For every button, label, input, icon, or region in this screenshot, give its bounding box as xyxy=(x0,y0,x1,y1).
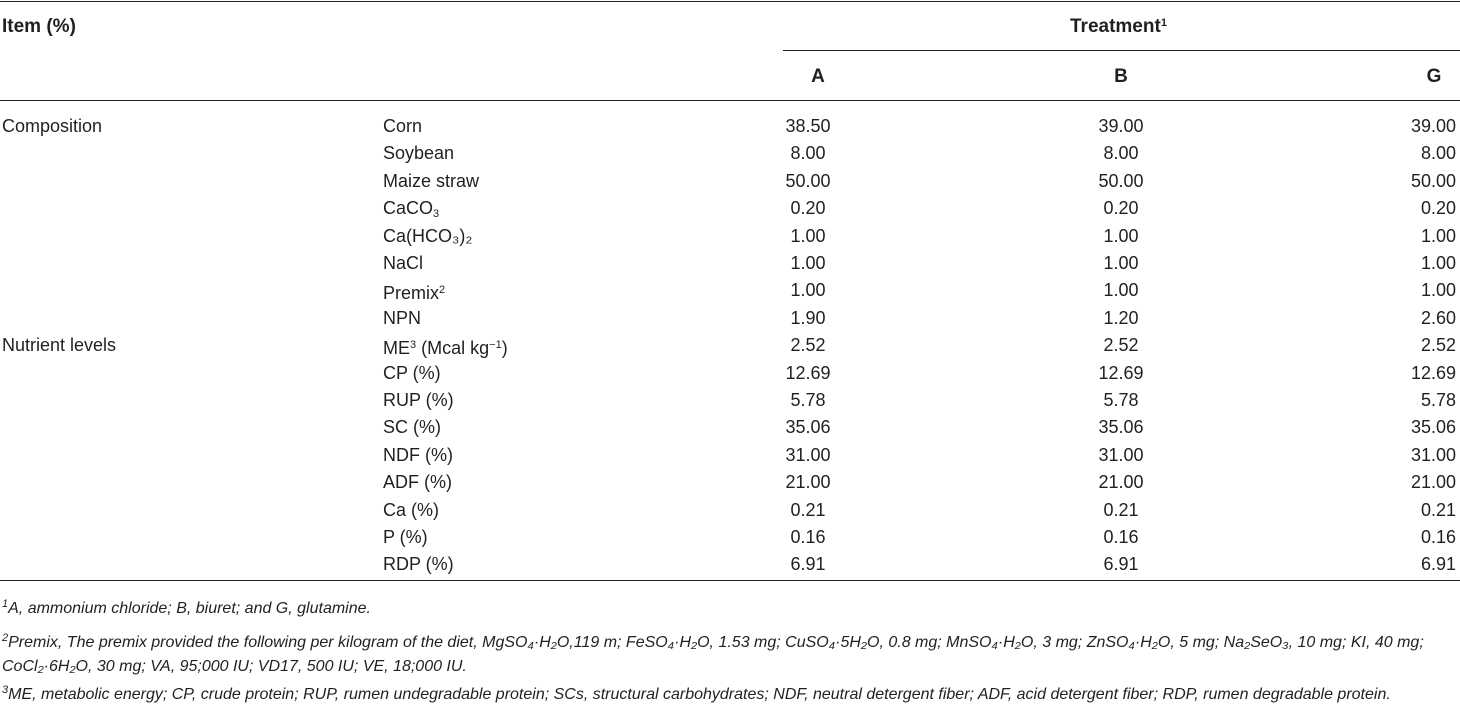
row-value-a: 12.69 xyxy=(785,362,831,383)
row-value-b: 2.52 xyxy=(1103,335,1139,356)
item-header: Item (%) xyxy=(2,16,76,37)
row-value-a: 5.78 xyxy=(790,390,826,410)
row-value-g: 21.00 xyxy=(1410,472,1456,493)
row-value-g: 5.78 xyxy=(1420,390,1456,410)
row-value-g: 6.91 xyxy=(1420,554,1456,575)
row-value-b: 21.00 xyxy=(1098,472,1144,493)
row-value-b: 6.91 xyxy=(1103,554,1139,575)
group-label: Composition xyxy=(2,116,103,136)
row-value-b: 39.00 xyxy=(1098,116,1144,136)
row-value-b: 0.20 xyxy=(1103,198,1139,219)
row-item-label: Maize straw xyxy=(383,170,480,191)
row-item-label: Soybean xyxy=(383,143,455,164)
row-item-label: Corn xyxy=(383,116,423,136)
row-value-b: 31.00 xyxy=(1098,444,1144,465)
row-value-g: 0.21 xyxy=(1420,499,1456,520)
row-value-a: 21.00 xyxy=(785,472,831,493)
row-item-label: NDF (%) xyxy=(383,444,453,465)
group-label: Nutrient levels xyxy=(2,335,117,356)
row-item-label: RUP (%) xyxy=(383,390,454,410)
row-value-b: 1.00 xyxy=(1103,225,1139,246)
row-value-g: 12.69 xyxy=(1410,362,1456,383)
bottom-rule xyxy=(0,580,1460,581)
row-value-b: 12.69 xyxy=(1098,362,1144,383)
row-item-label: NPN xyxy=(383,307,422,328)
row-value-a: 6.91 xyxy=(790,554,826,575)
row-item-label: Premix$^2$ xyxy=(383,283,446,304)
row-value-a: 1.00 xyxy=(790,253,826,273)
row-value-g: 1.00 xyxy=(1420,225,1456,246)
footnote-3: $^3$ME, metabolic energy; CP, crude protein; RUP, rumen undegradable protein; SCs, structural carbohydrates; NDF, neutral detergent fiber; ADF, acid detergent fiber; RDP, rumen degradable protein. xyxy=(2,684,1391,703)
row-value-b: 5.78 xyxy=(1103,390,1139,410)
header-rule xyxy=(0,100,1460,101)
row-value-g: 2.52 xyxy=(1420,335,1456,356)
treatment-rule xyxy=(783,50,1460,51)
row-value-a: 31.00 xyxy=(785,444,831,465)
row-value-g: 50.00 xyxy=(1410,170,1456,191)
col-header-g: G xyxy=(1426,66,1442,87)
row-item-label: $ME^3$ (Mcal $kg^{-1}$) xyxy=(383,338,508,359)
row-value-g: 8.00 xyxy=(1420,143,1456,164)
row-value-a: 0.20 xyxy=(790,198,826,219)
row-value-b: 0.16 xyxy=(1103,527,1139,547)
treatment-header: Treatment$^1$ xyxy=(1070,16,1167,37)
row-value-g: 2.60 xyxy=(1420,307,1456,328)
footnote-1: $^1$A, ammonium chloride; B, biuret; and G, glutamine. xyxy=(2,598,371,617)
row-value-b: 50.00 xyxy=(1098,170,1144,191)
row-value-a: 0.16 xyxy=(790,527,826,547)
col-header-b: B xyxy=(1114,66,1128,87)
row-value-g: 1.00 xyxy=(1420,253,1456,273)
top-rule xyxy=(0,1,1460,2)
row-item-label: ADF (%) xyxy=(383,472,452,493)
row-value-g: 0.20 xyxy=(1420,198,1456,219)
row-value-a: 8.00 xyxy=(790,143,826,164)
row-value-b: 1.00 xyxy=(1103,280,1139,301)
row-value-a: 1.00 xyxy=(790,225,826,246)
row-value-g: 39.00 xyxy=(1410,116,1456,136)
row-item-label: Ca (%) xyxy=(383,499,440,520)
row-value-a: 38.50 xyxy=(785,116,831,136)
row-value-g: 35.06 xyxy=(1410,417,1456,438)
footnote-2: $^2$Premix, The premix provided the following per kilogram of the diet, MgSO₄·H₂O,119 m; FeSO₄·H₂O, 1.53 mg; CuSO₄·5H₂O, 0.8 mg; MnSO₄·H₂O, 3 mg; ZnSO₄·H₂O, 5 mg; Na₂SeO₃, 10 mg; KI, 40 mg; CoCl₂·6H₂O, 30 mg; VA, 95;000 IU; VD17, 500 IU; VE, 18;000 IU. xyxy=(2,632,1424,675)
row-item-label: NaCl xyxy=(383,253,424,273)
row-value-g: 1.00 xyxy=(1420,280,1456,301)
row-value-a: 35.06 xyxy=(785,417,831,438)
row-value-b: 8.00 xyxy=(1103,143,1139,164)
row-value-g: 31.00 xyxy=(1410,444,1456,465)
row-item-label: SC (%) xyxy=(383,417,441,438)
row-value-b: 35.06 xyxy=(1098,417,1144,438)
row-value-a: 0.21 xyxy=(790,499,826,520)
row-item-label: Ca(HCO₃)₂ xyxy=(383,225,473,246)
row-value-b: 1.00 xyxy=(1103,253,1139,273)
row-item-label: RDP (%) xyxy=(383,554,454,575)
row-value-a: 50.00 xyxy=(785,170,831,191)
row-item-label: CaCO$_3$ xyxy=(383,198,440,221)
row-value-b: 0.21 xyxy=(1103,499,1139,520)
row-value-a: 2.52 xyxy=(790,335,826,356)
row-value-b: 1.20 xyxy=(1103,307,1139,328)
col-header-a: A xyxy=(811,66,825,87)
row-item-label: CP (%) xyxy=(383,362,441,383)
row-value-a: 1.00 xyxy=(790,280,826,301)
row-value-g: 0.16 xyxy=(1420,527,1456,547)
row-item-label: P (%) xyxy=(383,527,428,547)
row-value-a: 1.90 xyxy=(790,307,826,328)
